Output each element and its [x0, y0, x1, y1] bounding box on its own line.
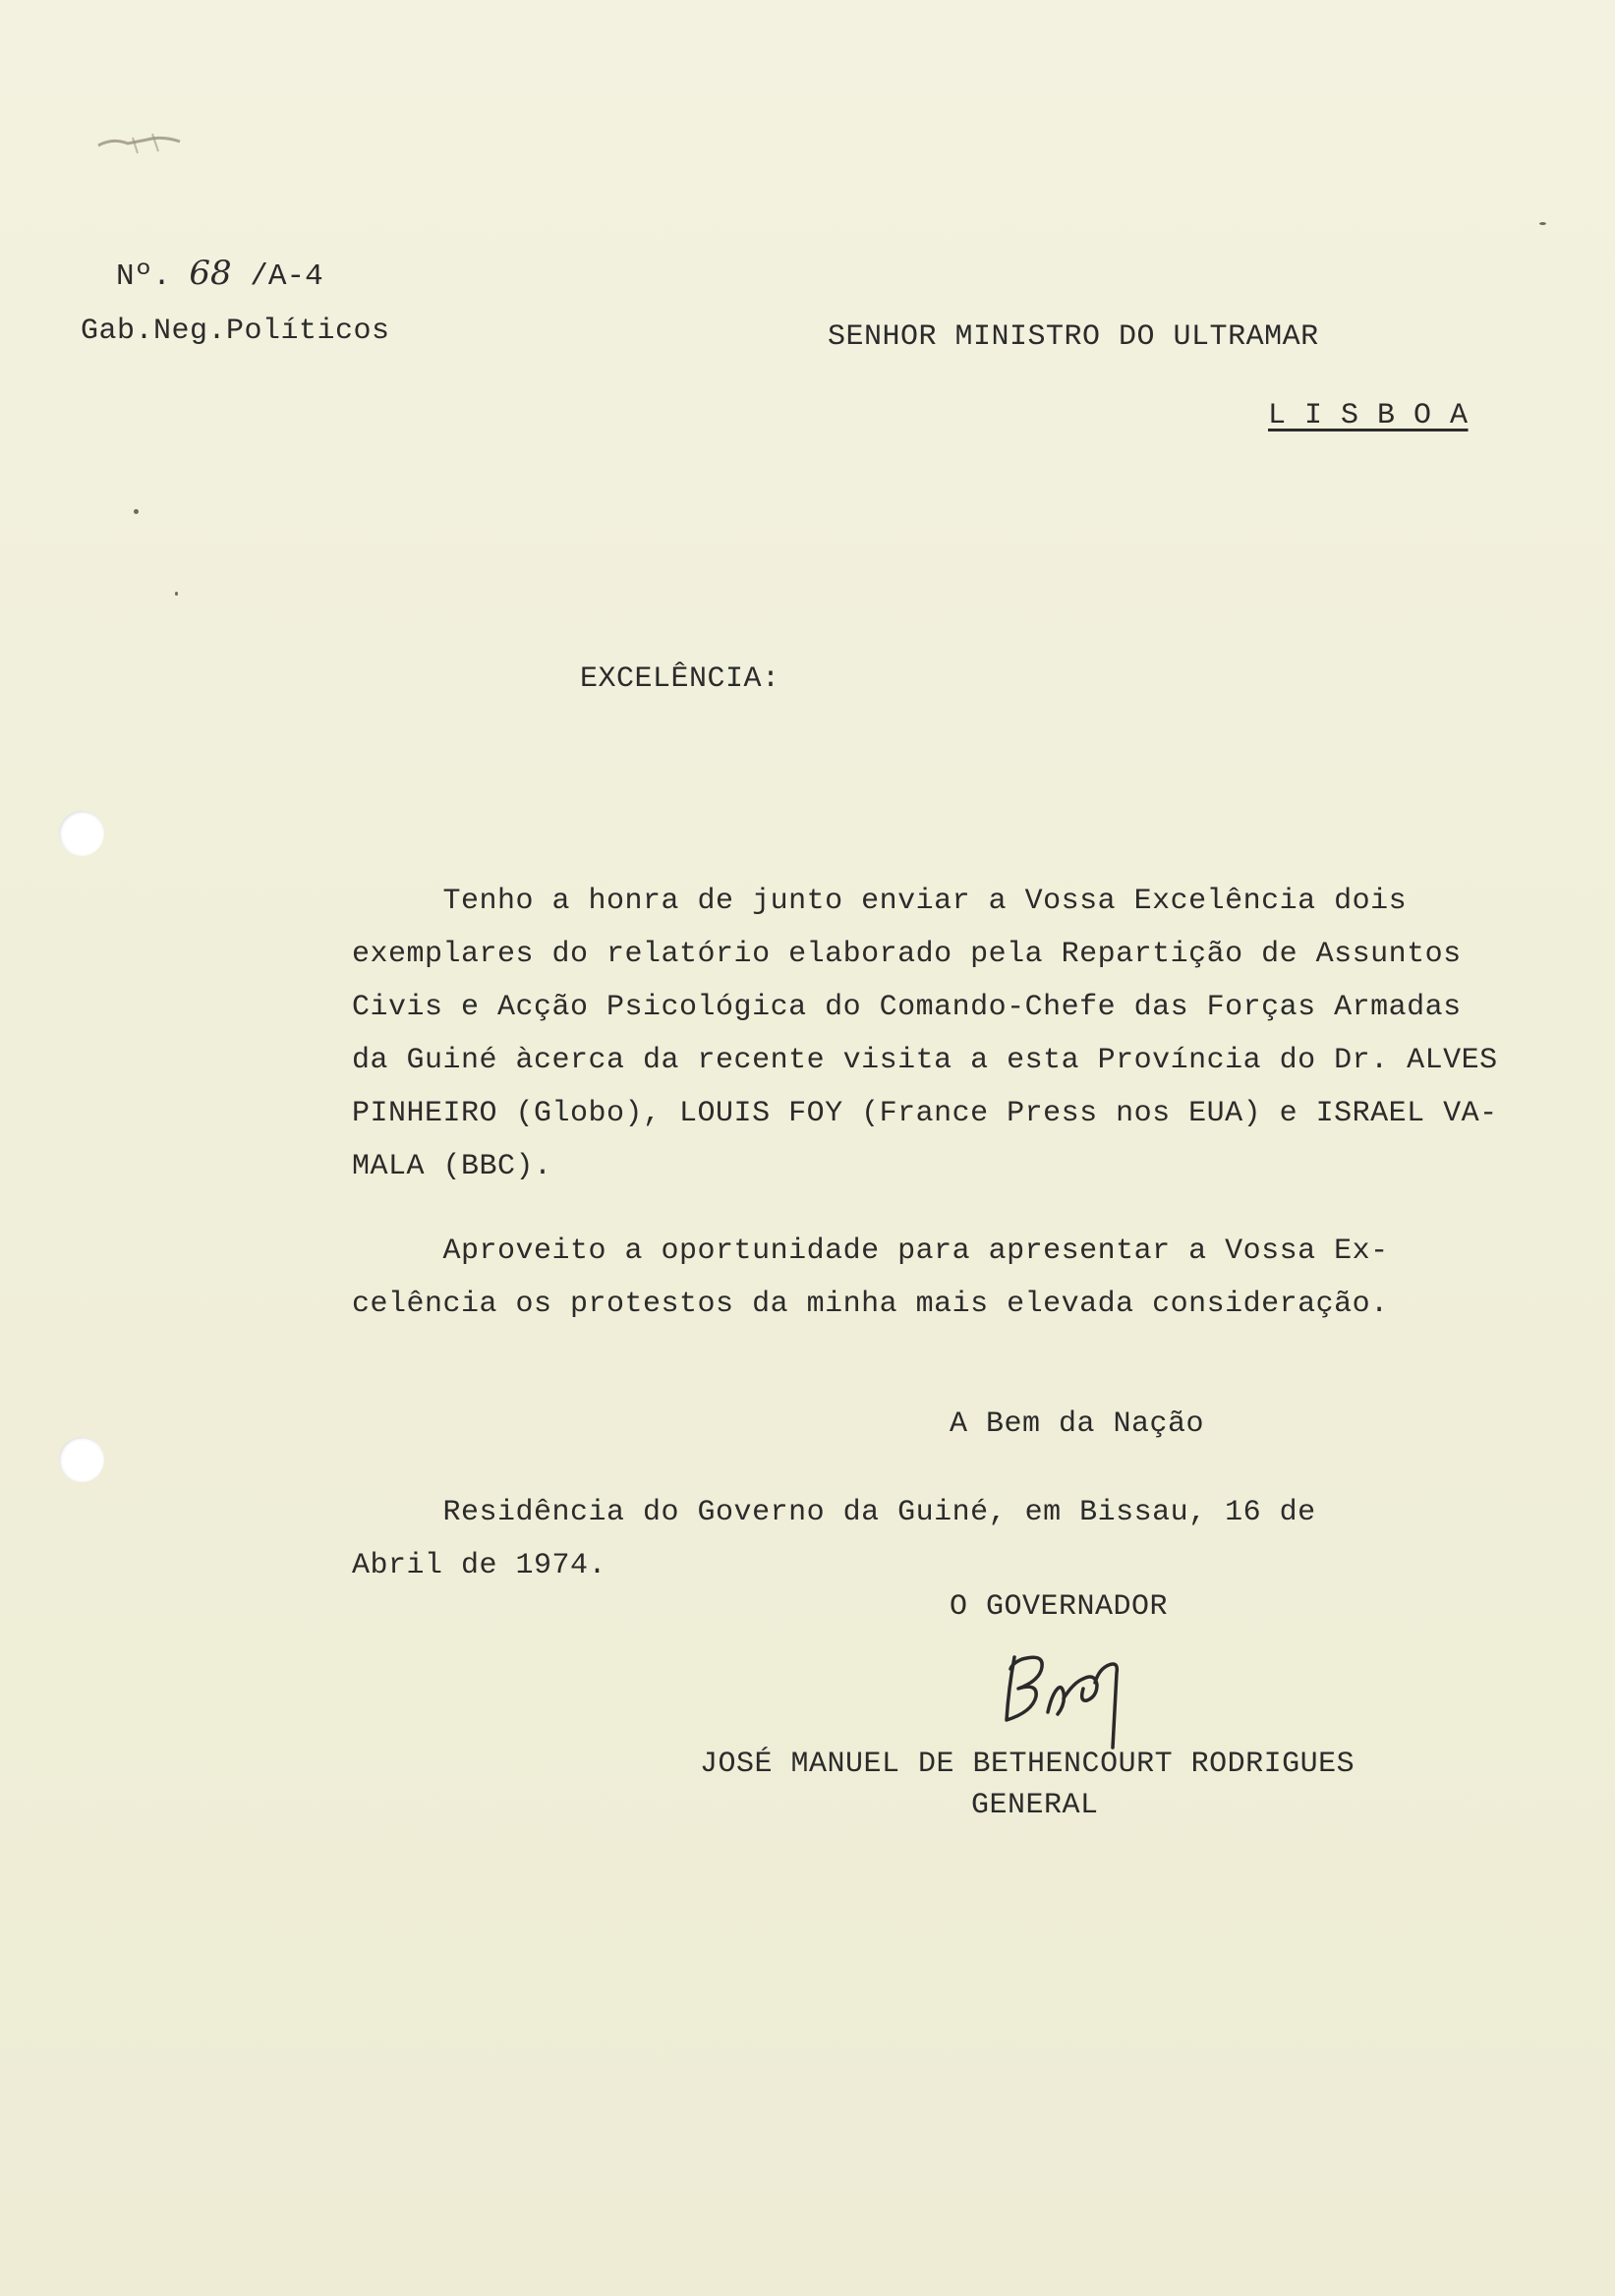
paragraph-line: Tenho a honra de junto enviar a Vossa Excelência dois: [352, 885, 1408, 918]
paragraph-line: da Guiné àcerca da recente visita a esta Província do Dr. ALVES: [352, 1044, 1498, 1077]
signatory-role: O GOVERNADOR: [950, 1590, 1169, 1624]
paragraph-2: [352, 1225, 1389, 1331]
closing-phrase: A Bem da Nação: [950, 1407, 1205, 1441]
addressee-title: SENHOR MINISTRO DO ULTRAMAR: [828, 320, 1319, 354]
ref-suffix: /A-4: [250, 259, 323, 294]
paragraph-1: [352, 875, 1498, 1193]
department-label: Gab.Neg.Políticos: [81, 315, 390, 348]
place-date: [352, 1486, 1316, 1592]
paragraph-line: Aproveito a oportunidade para apresentar a Vossa Ex-: [352, 1234, 1389, 1268]
punch-hole-bottom: [59, 1437, 104, 1482]
signatory-rank: GENERAL: [971, 1789, 1099, 1822]
ref-prefix: Nº.: [116, 259, 171, 294]
paragraph-line: MALA (BBC).: [352, 1150, 552, 1183]
paragraph-line: celência os protestos da minha mais elevada consideração.: [352, 1288, 1389, 1321]
paragraph-line: exemplares do relatório elaborado pela Repartição de Assuntos: [352, 938, 1462, 971]
ref-number-handwritten: 68: [189, 254, 232, 293]
place-date-line: Residência do Governo da Guiné, em Bissau, 16 de: [352, 1496, 1316, 1529]
addressee-city: L I S B O A: [1268, 399, 1469, 432]
paper-speck: [1539, 222, 1546, 225]
paragraph-line: Civis e Acção Psicológica do Comando-Chefe das Forças Armadas: [352, 991, 1462, 1024]
staple-mark: [93, 128, 192, 167]
reference-number: [116, 254, 323, 294]
place-date-line: Abril de 1974.: [352, 1549, 607, 1582]
salutation: EXCELÊNCIA:: [580, 662, 780, 696]
signatory-name: JOSÉ MANUEL DE BETHENCOURT RODRIGUES: [700, 1748, 1355, 1781]
paragraph-line: PINHEIRO (Globo), LOUIS FOY (France Press nos EUA) e ISRAEL VA-: [352, 1097, 1498, 1130]
punch-hole-top: [59, 811, 104, 856]
paper-speck: [175, 592, 178, 596]
paper-speck: [134, 509, 139, 514]
